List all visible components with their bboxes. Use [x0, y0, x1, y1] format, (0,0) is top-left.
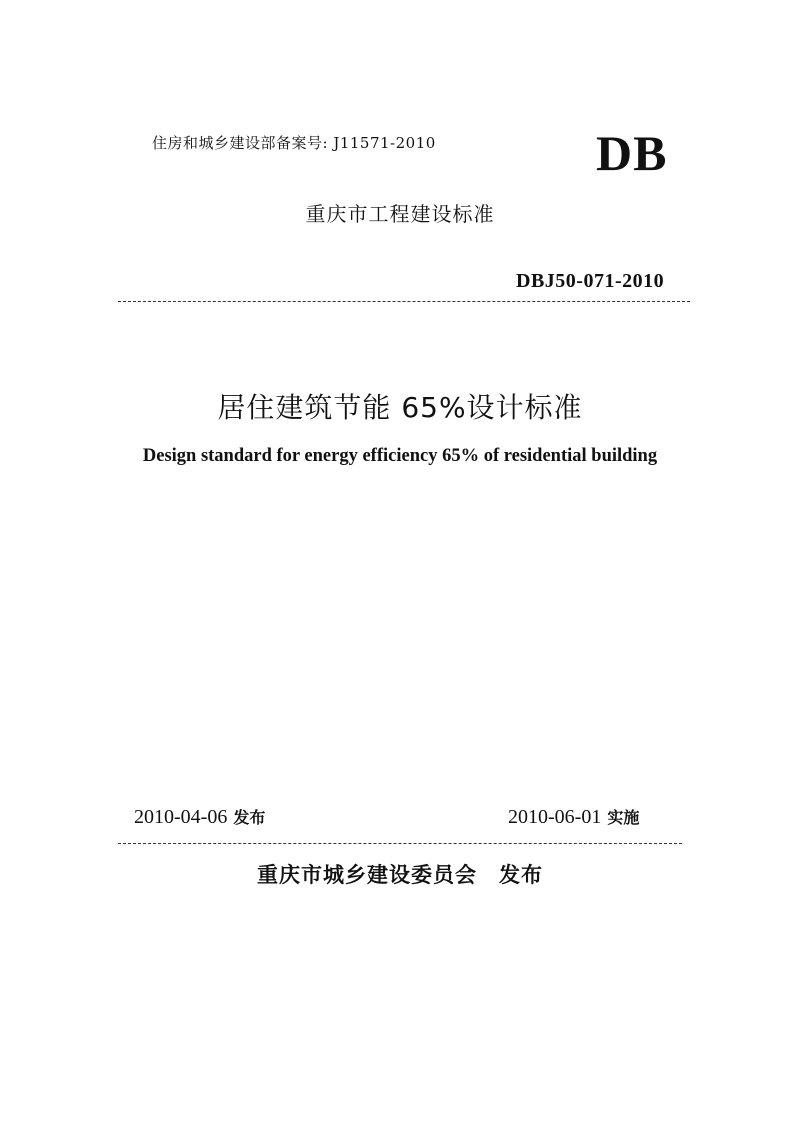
standard-mark: DB [596, 125, 668, 181]
implement-label: 实施 [607, 808, 640, 827]
standard-code: DBJ50-071-2010 [516, 270, 665, 292]
bottom-divider [118, 843, 682, 844]
issue-date-block [134, 805, 265, 829]
implement-date: 2010-06-01 [508, 806, 602, 828]
document-title-chinese: 居住建筑节能 65%设计标准 [217, 391, 583, 424]
filing-number: 住房和城乡建设部备案号: J11571-2010 [152, 134, 436, 152]
issuer-action: 发布 [499, 863, 543, 887]
top-divider [118, 301, 690, 302]
implement-date-block [508, 805, 639, 829]
issue-date: 2010-04-06 [134, 806, 228, 828]
issue-label: 发布 [233, 808, 266, 827]
document-title-english: Design standard for energy efficiency 65% of residential building [142, 446, 658, 466]
issuer-line [0, 859, 800, 889]
issuer-name: 重庆市城乡建设委员会 [257, 863, 477, 887]
series-title: 重庆市工程建设标准 [305, 202, 495, 226]
